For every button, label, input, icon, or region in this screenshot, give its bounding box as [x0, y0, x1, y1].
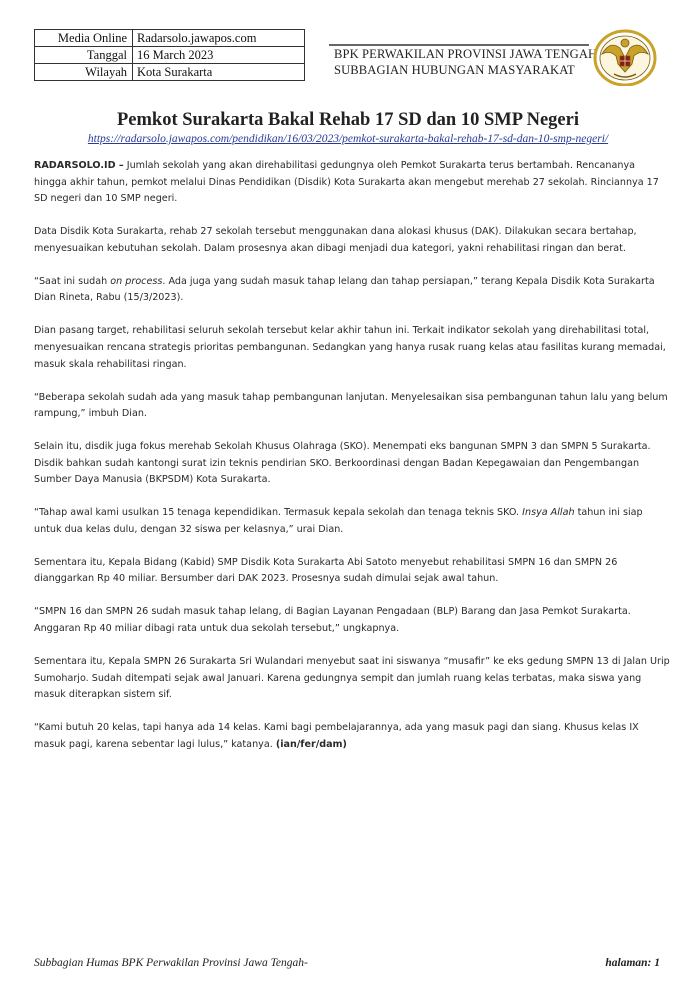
media-row: [35, 30, 305, 47]
paragraph: Data Disdik Kota Surakarta, rehab 27 sekolah tersebut menggunakan dana alokasi khusus (DAK). Dilakukan secara bertahap, menyesuaikan kebutuhan sekolah. Dalam prosesnya akan dibagi menjadi dua kategori, yakni rehabilitasi ringan dan berat.: [34, 226, 637, 254]
media-info-table: [34, 29, 305, 81]
quote-text: tahun ini siap untuk dua kelas dulu, dengan 32 siswa per kelasnya,” urai Dian.: [34, 507, 643, 535]
region-value: Kota Surakarta: [133, 64, 305, 81]
article-title: Pemkot Surakarta Bakal Rehab 17 SD dan 10 SMP Negeri: [116, 110, 579, 130]
quote-text: “Saat ini sudah: [34, 275, 111, 287]
organization-division: SUBBAGIAN HUBUNGAN MASYARAKAT: [334, 63, 575, 77]
paragraph: Dian pasang target, rehabilitasi seluruh sekolah tersebut kelar akhir tahun ini. Terkait indikator sekolah yang direhabilitasi total, menyesuaikan rencana strategis prioritas pembangunan. Sedangkan yang hanya rusak ruang kelas atau fasilitas kurang memadai, masuk skala rehabilitasi ringan.: [34, 325, 666, 370]
paragraph: [34, 158, 670, 208]
media-label: Media Online: [35, 30, 133, 47]
quote-emphasis: Insya Allah: [522, 507, 575, 519]
paragraph: Selain itu, disdik juga fokus merehab Sekolah Khusus Olahraga (SKO). Menempati eks bangunan SMPN 3 dan SMPN 5 Surakarta. Disdik bahkan sudah kantongi surat izin teknis pendirian SKO. Berkoordinasi dengan Badan Kepegawaian dan Pengembangan Sumber Daya Manusia (BKPSDM) Kota Surakarta.: [34, 441, 651, 486]
garuda-emblem-icon: [592, 28, 658, 86]
footer-organization: Subbagian Humas BPK Perwakilan Provinsi Jawa Tengah-: [34, 957, 308, 969]
quote-text: . Ada juga yang sudah masuk tahap lelang dan tahap persiapan,” terang Kepala Disdik Kota Surakarta Dian Rineta, Rabu (15/3/2023).: [34, 275, 655, 304]
article-body: [34, 158, 670, 770]
lead-source: RADARSOLO.ID –: [34, 160, 124, 171]
article-source-link[interactable]: https://radarsolo.jawapos.com/pendidikan/16/03/2023/pemkot-surakarta-bakal-rehab-17-sd-dan-10-smp-negeri/: [87, 133, 609, 145]
organization-header: [334, 46, 597, 78]
date-value: 16 March 2023: [133, 47, 305, 64]
page-number: halaman: 1: [605, 957, 660, 969]
paragraph: “Beberapa sekolah sudah ada yang masuk tahap pembangunan lanjutan. Menyelesaikan sisa pembangunan tahun lalu yang belum rampung,” imbuh Dian.: [34, 391, 668, 420]
quote-text: “Tahap awal kami usulkan 15 tenaga kependidikan. Termasuk kepala sekolah dan tenaga teknis SKO.: [34, 507, 523, 519]
paragraph: [34, 720, 670, 753]
paragraph: Sementara itu, Kepala SMPN 26 Surakarta Sri Wulandari menyebut saat ini siswanya “musafir” ke eks gedung SMPN 13 di Jalan Urip Sumoharjo. Sudah ditempati sejak awal Januari. Karena gedungnya sempit dan jumlah ruang kelas terbatas, maka siswa yang masuk diterapkan sistem sif.: [34, 655, 670, 701]
date-label: Tanggal: [35, 47, 133, 64]
paragraph: [34, 274, 670, 307]
date-row: [35, 47, 305, 64]
region-label: Wilayah: [35, 64, 133, 81]
quote-emphasis: on process: [110, 275, 163, 287]
paragraph: “SMPN 16 dan SMPN 26 sudah masuk tahap lelang, di Bagian Layanan Pengadaan (BLP) Barang dan Jasa Pemkot Surakarta. Anggaran Rp 40 miliar dibagi rata untuk dua sekolah tersebut,” ungkapnya.: [34, 606, 631, 634]
paragraph-text: Jumlah sekolah yang akan direhabilitasi gedungnya oleh Pemkot Surakarta terus bertambah. Rencananya hingga akhir tahun, pemkot melalui Dinas Pendidikan (Disdik) Kota Surakarta akan mengebut merehab 27 sekolah. Rinciannya 17 SD negeri dan 10 SMP negeri.: [34, 160, 659, 205]
paragraph: Sementara itu, Kepala Bidang (Kabid) SMP Disdik Kota Surakarta Abi Satoto menyebut rehabilitasi SMPN 16 dan SMPN 26 dianggarkan Rp 40 miliar. Bersumber dari DAK 2023. Prosesnya sudah dimulai sejak awal tahun.: [34, 556, 618, 585]
paragraph-text: “Kami butuh 20 kelas, tapi hanya ada 14 kelas. Kami bagi pembelajarannya, ada yang masuk pagi dan siang. Khusus kelas IX masuk pagi, karena sebentar lagi lulus,” katanya.: [34, 722, 639, 750]
region-row: [35, 64, 305, 81]
paragraph: [34, 505, 670, 538]
author-signature: (ian/fer/dam): [275, 738, 347, 750]
organization-name: BPK PERWAKILAN PROVINSI JAWA TENGAH: [334, 47, 598, 61]
media-value: Radarsolo.jawapos.com: [133, 30, 305, 47]
